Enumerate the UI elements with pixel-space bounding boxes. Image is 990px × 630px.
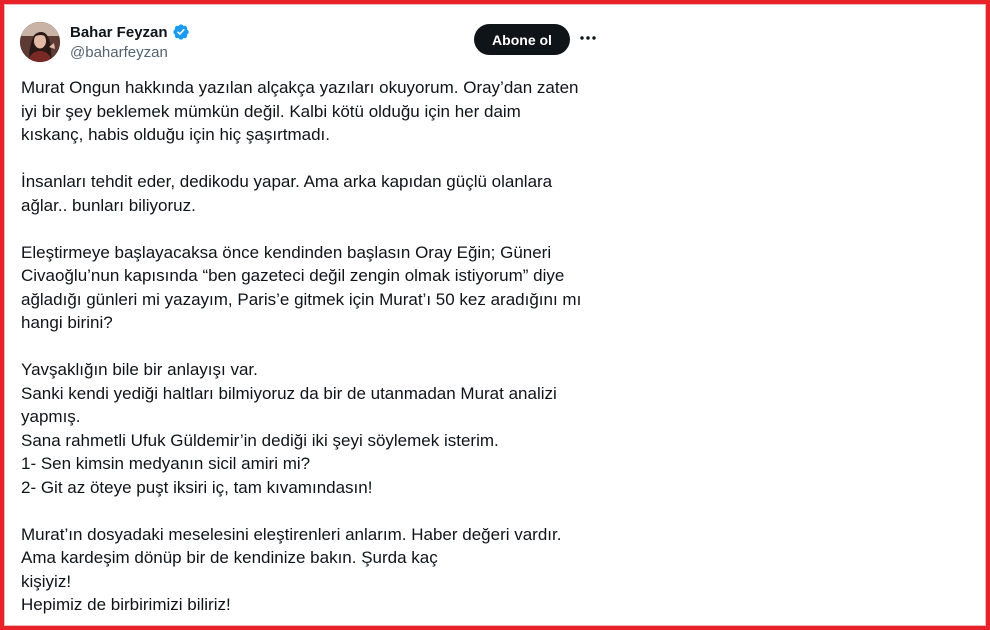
tweet-line: Hepimiz de birbirimizi biliriz! — [21, 595, 231, 614]
tweet-paragraph — [21, 76, 611, 147]
paragraph-spacer — [21, 499, 611, 523]
tweet-line: 2- Git az öteye puşt iksiri iç, tam kıvamındasın! — [21, 477, 373, 497]
tweet-line: Murat’ın dosyadaki meselesini eleştirenleri anlarım. Haber değeri vardır. — [21, 524, 562, 544]
paragraph-spacer — [21, 217, 611, 241]
display-name[interactable] — [70, 23, 190, 41]
tweet-text — [21, 76, 611, 617]
tweet-paragraph — [21, 170, 611, 217]
profile-photo-icon — [20, 22, 60, 62]
display-name-text: Bahar Feyzan — [70, 23, 168, 41]
tweet-line: yapmış. — [21, 407, 81, 426]
paragraph-spacer — [21, 335, 611, 359]
tweet-line: İnsanları tehdit eder, dedikodu yapar. Ama arka kapıdan güçlü olanlara — [21, 172, 553, 191]
tweet-paragraph — [21, 523, 611, 617]
tweet-paragraph — [21, 241, 611, 335]
tweet-line: hangi birini? — [21, 313, 113, 332]
tweet-line: ağlar.. bunları biliyoruz. — [21, 195, 196, 215]
tweet-line: iyi bir şey beklemek mümkün değil. Kalbi kötü olduğu için her daim — [21, 101, 521, 121]
tweet-line: Ama kardeşim dönüp bir de kendinize bakın. Şurda kaç — [21, 548, 438, 567]
ellipsis-icon[interactable] — [578, 28, 598, 48]
tweet-line: Yavşaklığın bile bir anlayışı var. — [21, 360, 258, 379]
paragraph-spacer — [21, 147, 611, 171]
tweet-line: kişiyiz! — [21, 571, 72, 591]
tweet-line: Eleştirmeye başlayacaksa önce kendinden başlasın Oray Eğin; Güneri — [21, 242, 552, 262]
user-handle[interactable]: @baharfeyzan — [70, 44, 168, 61]
tweet-line: Civaoğlu’nun kapısında “ben gazeteci değil zengin olmak istiyorum” diye — [21, 266, 565, 285]
tweet-line: Sana rahmetli Ufuk Güldemir’in dediği iki şeyi söylemek isterim. — [21, 430, 499, 450]
tweet-line: 1- Sen kimsin medyanın sicil amiri mi? — [21, 454, 311, 473]
tweet-line: kıskanç, habis olduğu için hiç şaşırtmadı. — [21, 125, 330, 144]
avatar[interactable] — [20, 22, 60, 62]
tweet-line: Sanki kendi yediği haltları bilmiyoruz da bir de utanmadan Murat analizi — [21, 383, 557, 403]
follow-button[interactable]: Abone ol — [474, 24, 570, 55]
verified-badge-icon[interactable] — [172, 23, 190, 41]
tweet-paragraph — [21, 358, 611, 499]
tweet-line: ağladığı günleri mi yazayım, Paris’e gitmek için Murat’ı 50 kez aradığını mı — [21, 289, 582, 309]
tweet-line: Murat Ongun hakkında yazılan alçakça yazıları okuyorum. Oray’dan zaten — [21, 78, 579, 97]
